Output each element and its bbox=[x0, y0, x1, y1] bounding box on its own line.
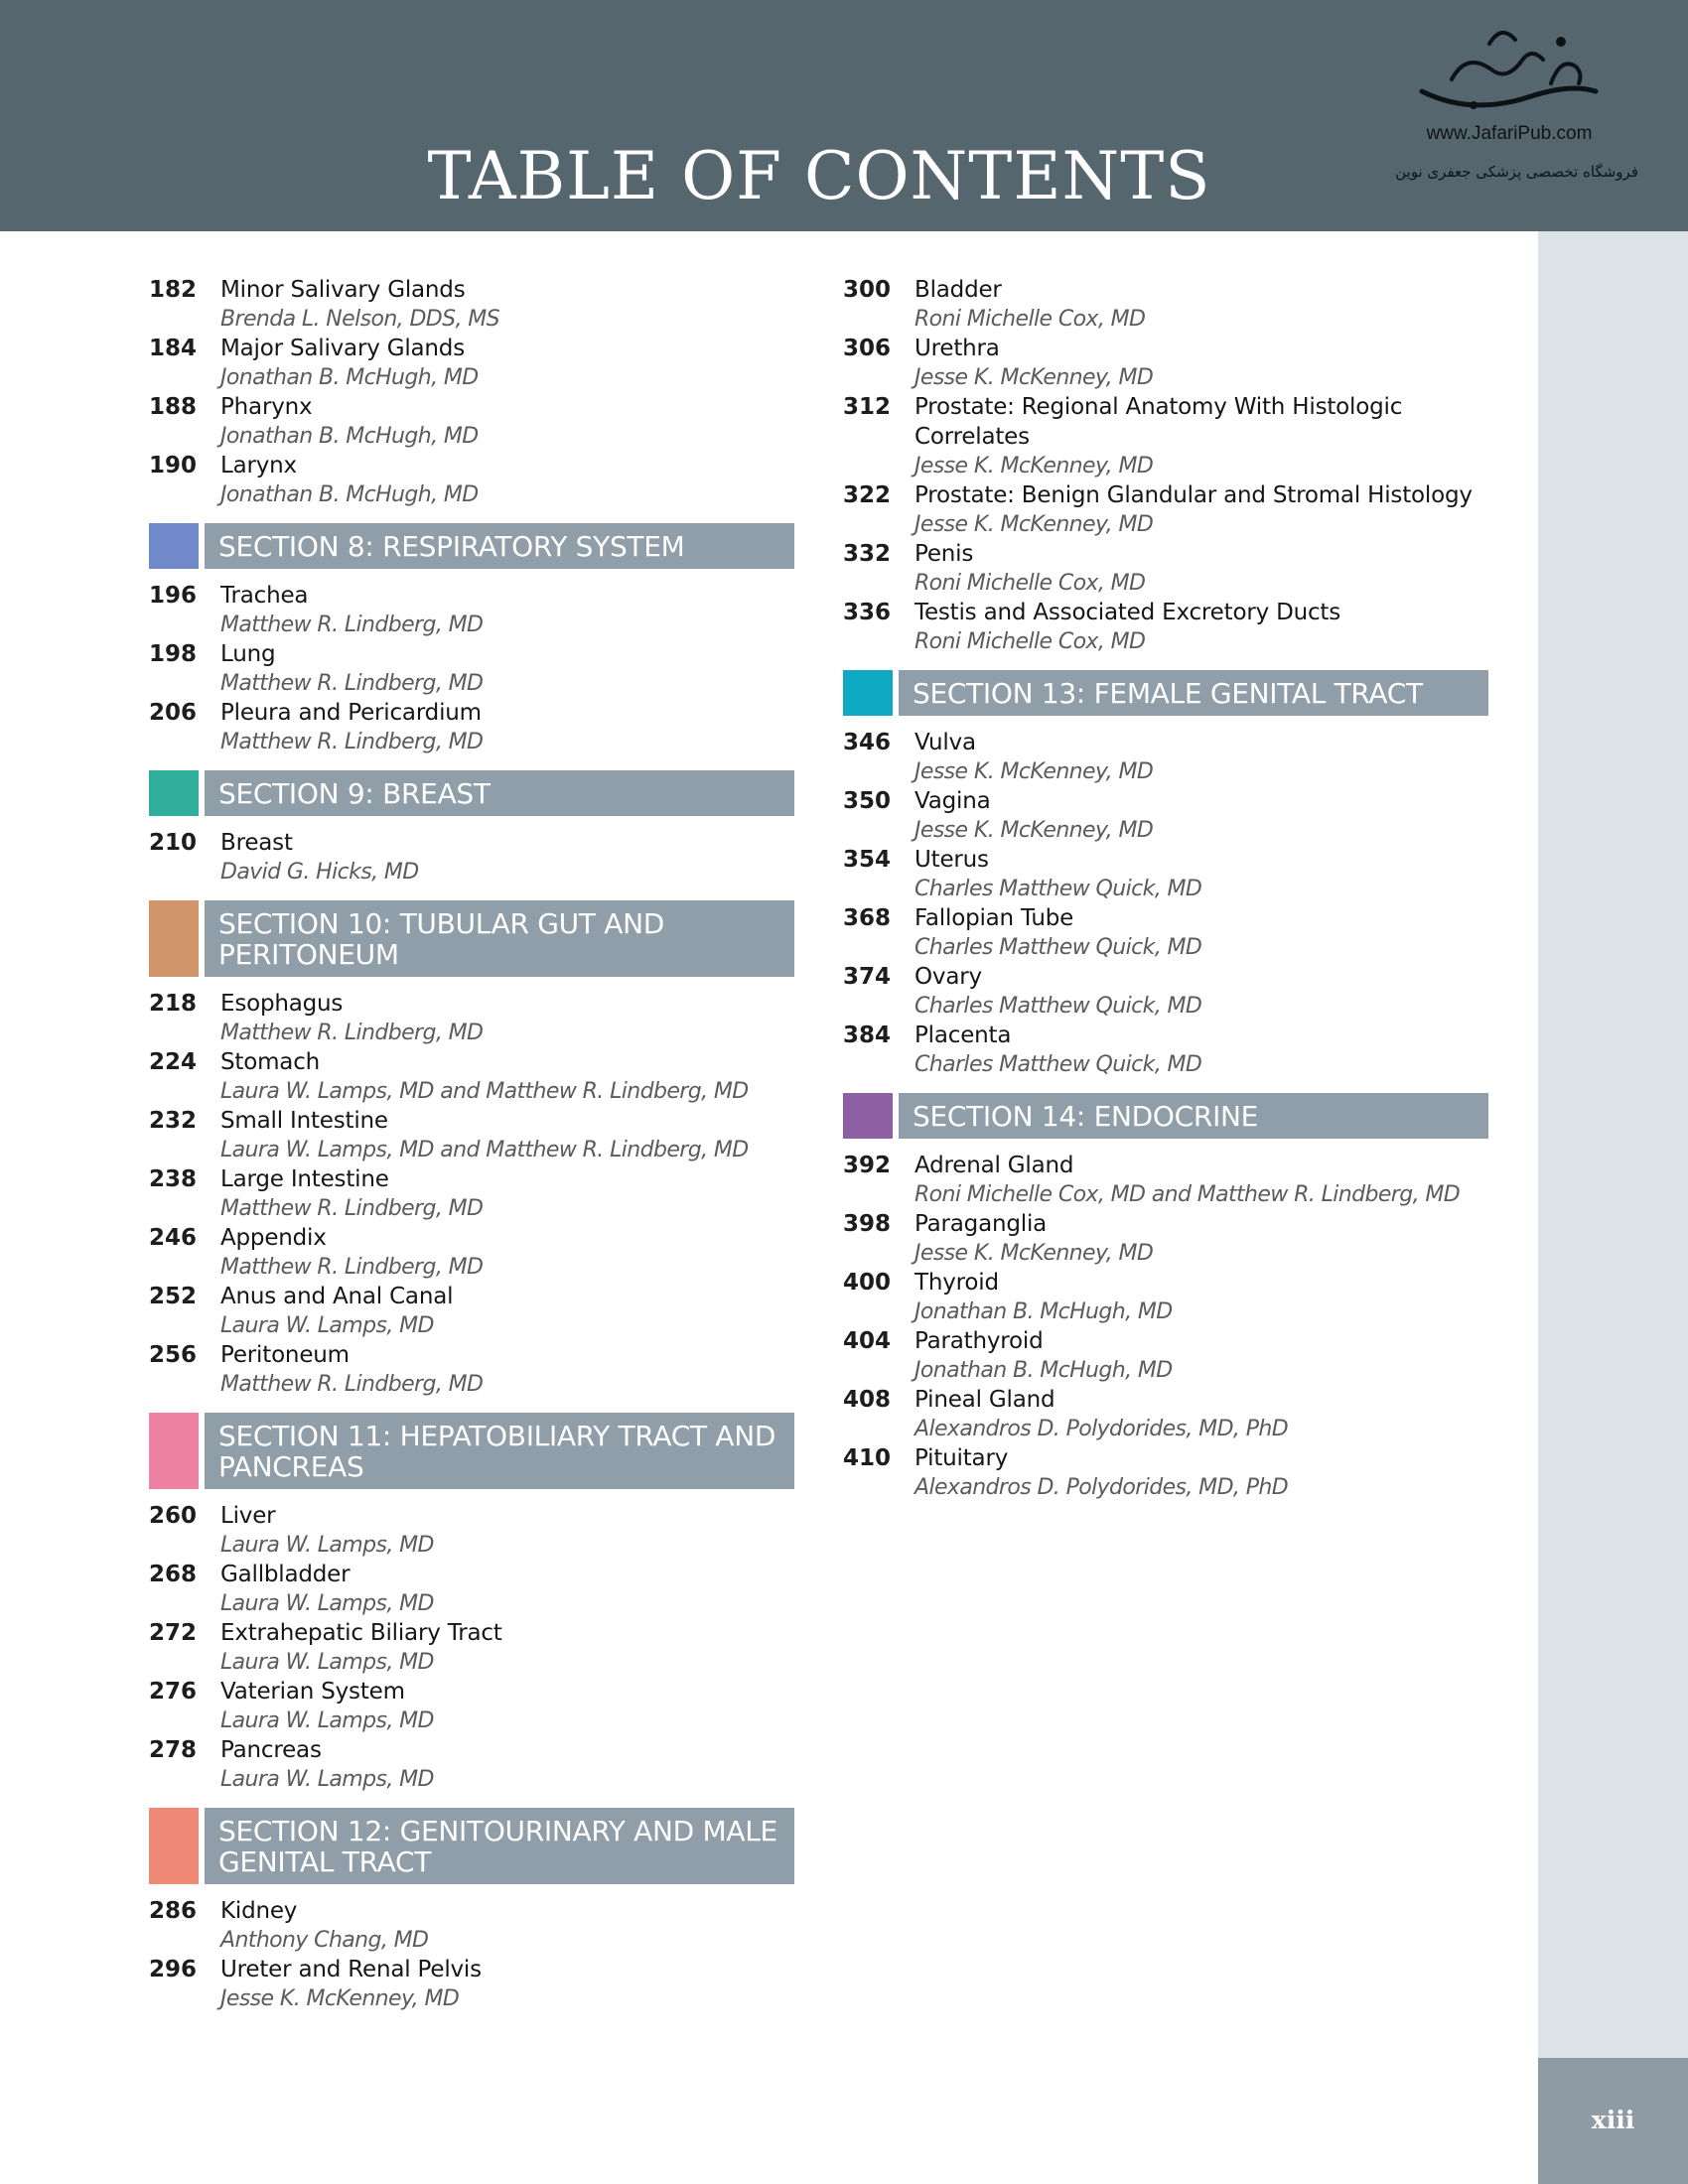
entry-author: Jonathan B. McHugh, MD bbox=[220, 482, 479, 507]
entry-author: Anthony Chang, MD bbox=[220, 1928, 429, 1953]
entry-author: Laura W. Lamps, MD bbox=[220, 1708, 434, 1733]
section-title: SECTION 12: GENITOURINARY AND MALE GENITAL TRACT bbox=[205, 1808, 794, 1884]
page-number: xiii bbox=[1591, 2106, 1635, 2134]
entry-page-number: 350 bbox=[843, 788, 892, 814]
entry-title: Ureter and Renal Pelvis bbox=[220, 1957, 482, 1982]
entry-author: Brenda L. Nelson, DDS, MS bbox=[220, 307, 500, 332]
toc-entry[interactable] bbox=[843, 845, 1488, 903]
entry-author: David G. Hicks, MD bbox=[220, 860, 419, 885]
section-header[interactable] bbox=[843, 670, 1488, 716]
entry-page-number: 190 bbox=[149, 453, 198, 478]
toc-entry[interactable] bbox=[843, 539, 1488, 598]
toc-entry[interactable] bbox=[149, 1618, 794, 1677]
entry-page-number: 196 bbox=[149, 583, 198, 609]
entry-page-number: 218 bbox=[149, 991, 198, 1017]
entry-page-number: 278 bbox=[149, 1737, 198, 1763]
section-header[interactable] bbox=[149, 900, 794, 977]
entry-author: Laura W. Lamps, MD bbox=[220, 1767, 434, 1792]
entry-title: Prostate: Regional Anatomy With Histologic Correlates bbox=[914, 394, 1403, 450]
entry-title: Pituitary bbox=[914, 1445, 1009, 1471]
entry-page-number: 188 bbox=[149, 394, 198, 420]
entry-author: Jonathan B. McHugh, MD bbox=[914, 1299, 1173, 1324]
section-title: SECTION 14: ENDOCRINE bbox=[899, 1093, 1488, 1139]
entry-title: Penis bbox=[914, 541, 974, 567]
entry-author: Matthew R. Lindberg, MD bbox=[220, 613, 484, 637]
entry-page-number: 410 bbox=[843, 1445, 892, 1471]
section-title: SECTION 13: FEMALE GENITAL TRACT bbox=[899, 670, 1488, 716]
entry-author: Laura W. Lamps, MD and Matthew R. Lindberg, MD bbox=[220, 1138, 749, 1162]
section-title: SECTION 11: HEPATOBILIARY TRACT AND PANCREAS bbox=[205, 1413, 794, 1489]
section-title: SECTION 8: RESPIRATORY SYSTEM bbox=[205, 523, 794, 569]
entry-author: Roni Michelle Cox, MD bbox=[914, 307, 1146, 332]
entry-page-number: 252 bbox=[149, 1284, 198, 1309]
toc-entry[interactable] bbox=[843, 786, 1488, 845]
entry-page-number: 398 bbox=[843, 1211, 892, 1237]
entry-author: Jonathan B. McHugh, MD bbox=[220, 424, 479, 449]
entry-author: Jesse K. McKenney, MD bbox=[914, 454, 1154, 478]
section-header[interactable] bbox=[149, 1808, 794, 1884]
entry-author: Alexandros D. Polydorides, MD, PhD bbox=[914, 1417, 1289, 1441]
entry-page-number: 354 bbox=[843, 847, 892, 873]
entry-title: Large Intestine bbox=[220, 1166, 389, 1192]
section-title: SECTION 10: TUBULAR GUT AND PERITONEUM bbox=[205, 900, 794, 977]
entry-title: Small Intestine bbox=[220, 1108, 388, 1134]
entry-page-number: 384 bbox=[843, 1023, 892, 1048]
logo-url[interactable]: www.JafariPub.com bbox=[1426, 123, 1593, 144]
entry-page-number: 206 bbox=[149, 700, 198, 726]
entry-author: Charles Matthew Quick, MD bbox=[914, 1052, 1202, 1077]
entry-author: Matthew R. Lindberg, MD bbox=[220, 1021, 484, 1045]
entry-page-number: 286 bbox=[149, 1898, 198, 1924]
entry-title: Testis and Associated Excretory Ducts bbox=[914, 600, 1341, 625]
entry-author: Jesse K. McKenney, MD bbox=[914, 512, 1154, 537]
entry-page-number: 260 bbox=[149, 1503, 198, 1529]
entry-title: Breast bbox=[220, 830, 293, 856]
entry-page-number: 408 bbox=[843, 1387, 892, 1413]
entry-page-number: 368 bbox=[843, 905, 892, 931]
toc-entry[interactable] bbox=[149, 1282, 794, 1340]
entry-title: Major Salivary Glands bbox=[220, 336, 465, 361]
entry-title: Trachea bbox=[220, 583, 309, 609]
right-margin-band bbox=[1538, 231, 1688, 2058]
toc-entry[interactable] bbox=[149, 1164, 794, 1223]
section-header[interactable] bbox=[149, 770, 794, 816]
toc-entry[interactable] bbox=[149, 1560, 794, 1618]
entry-title: Vulva bbox=[914, 730, 976, 755]
entry-page-number: 210 bbox=[149, 830, 198, 856]
toc-entry[interactable] bbox=[149, 1677, 794, 1735]
entry-page-number: 322 bbox=[843, 482, 892, 508]
toc-entry[interactable] bbox=[843, 392, 1488, 480]
toc-entry[interactable] bbox=[149, 392, 794, 451]
entry-title: Peritoneum bbox=[220, 1342, 350, 1368]
entry-page-number: 312 bbox=[843, 394, 892, 420]
entry-author: Laura W. Lamps, MD bbox=[220, 1591, 434, 1616]
entry-title: Pancreas bbox=[220, 1737, 322, 1763]
entry-page-number: 400 bbox=[843, 1270, 892, 1296]
entry-page-number: 272 bbox=[149, 1620, 198, 1646]
entry-author: Jesse K. McKenney, MD bbox=[914, 759, 1154, 784]
entry-title: Thyroid bbox=[914, 1270, 999, 1296]
toc-entry[interactable] bbox=[843, 1385, 1488, 1443]
toc-entry[interactable] bbox=[843, 1151, 1488, 1209]
entry-title: Adrenal Gland bbox=[914, 1153, 1074, 1178]
page-title: TABLE OF CONTENTS bbox=[427, 138, 1211, 214]
entry-author: Laura W. Lamps, MD bbox=[220, 1533, 434, 1558]
entry-author: Matthew R. Lindberg, MD bbox=[220, 1196, 484, 1221]
entry-title: Larynx bbox=[220, 453, 297, 478]
section-header[interactable] bbox=[843, 1093, 1488, 1139]
entry-title: Kidney bbox=[220, 1898, 298, 1924]
toc-entry[interactable] bbox=[149, 334, 794, 392]
entry-title: Lung bbox=[220, 641, 276, 667]
entry-title: Pleura and Pericardium bbox=[220, 700, 482, 726]
entry-page-number: 184 bbox=[149, 336, 198, 361]
entry-title: Prostate: Benign Glandular and Stromal Histology bbox=[914, 482, 1473, 508]
entry-title: Stomach bbox=[220, 1049, 321, 1075]
toc-entry[interactable] bbox=[149, 1955, 794, 2013]
entry-author: Roni Michelle Cox, MD bbox=[914, 571, 1146, 596]
toc-entry[interactable] bbox=[843, 903, 1488, 962]
section-header[interactable] bbox=[149, 523, 794, 569]
entry-page-number: 276 bbox=[149, 1679, 198, 1705]
entry-author: Matthew R. Lindberg, MD bbox=[220, 671, 484, 696]
toc-entry[interactable] bbox=[843, 1209, 1488, 1268]
section-header[interactable] bbox=[149, 1413, 794, 1489]
entry-author: Charles Matthew Quick, MD bbox=[914, 877, 1202, 901]
toc-entry[interactable] bbox=[149, 1223, 794, 1282]
entry-page-number: 296 bbox=[149, 1957, 198, 1982]
entry-page-number: 374 bbox=[843, 964, 892, 990]
entry-page-number: 306 bbox=[843, 336, 892, 361]
entry-author: Charles Matthew Quick, MD bbox=[914, 935, 1202, 960]
toc-entry[interactable] bbox=[149, 989, 794, 1047]
entry-title: Fallopian Tube bbox=[914, 905, 1074, 931]
toc-entry[interactable] bbox=[843, 1268, 1488, 1326]
entry-author: Jonathan B. McHugh, MD bbox=[914, 1358, 1173, 1383]
entry-title: Liver bbox=[220, 1503, 276, 1529]
toc-entry[interactable] bbox=[149, 1047, 794, 1106]
toc-entry[interactable] bbox=[149, 581, 794, 639]
entry-title: Paraganglia bbox=[914, 1211, 1048, 1237]
entry-page-number: 232 bbox=[149, 1108, 198, 1134]
toc-entry[interactable] bbox=[843, 1021, 1488, 1079]
entry-page-number: 336 bbox=[843, 600, 892, 625]
entry-page-number: 256 bbox=[149, 1342, 198, 1368]
entry-title: Pineal Gland bbox=[914, 1387, 1055, 1413]
toc-entry[interactable] bbox=[149, 1106, 794, 1164]
toc-entry[interactable] bbox=[843, 275, 1488, 334]
entry-author: Jesse K. McKenney, MD bbox=[914, 818, 1154, 843]
toc-entry[interactable] bbox=[843, 334, 1488, 392]
entry-title: Anus and Anal Canal bbox=[220, 1284, 454, 1309]
entry-title: Vaterian System bbox=[220, 1679, 405, 1705]
toc-entry[interactable] bbox=[149, 451, 794, 509]
page-number-tab bbox=[1538, 2058, 1688, 2184]
section-color-swatch bbox=[149, 523, 199, 569]
section-title: SECTION 9: BREAST bbox=[205, 770, 794, 816]
entry-title: Vagina bbox=[914, 788, 991, 814]
entry-page-number: 246 bbox=[149, 1225, 198, 1251]
entry-page-number: 392 bbox=[843, 1153, 892, 1178]
entry-page-number: 268 bbox=[149, 1562, 198, 1587]
entry-author: Roni Michelle Cox, MD bbox=[914, 629, 1146, 654]
toc-entry[interactable] bbox=[149, 1896, 794, 1955]
entry-page-number: 332 bbox=[843, 541, 892, 567]
entry-author: Jesse K. McKenney, MD bbox=[914, 365, 1154, 390]
entry-title: Minor Salivary Glands bbox=[220, 277, 466, 303]
toc-entry[interactable] bbox=[843, 728, 1488, 786]
toc-entry[interactable] bbox=[843, 480, 1488, 539]
toc-entry[interactable] bbox=[149, 639, 794, 698]
toc-entry[interactable] bbox=[843, 598, 1488, 656]
entry-title: Gallbladder bbox=[220, 1562, 351, 1587]
entry-title: Esophagus bbox=[220, 991, 344, 1017]
entry-title: Uterus bbox=[914, 847, 989, 873]
toc-entry[interactable] bbox=[149, 828, 794, 887]
entry-author: Laura W. Lamps, MD bbox=[220, 1650, 434, 1675]
entry-author: Laura W. Lamps, MD bbox=[220, 1313, 434, 1338]
entry-page-number: 238 bbox=[149, 1166, 198, 1192]
toc-entry[interactable] bbox=[843, 962, 1488, 1021]
toc-entry[interactable] bbox=[149, 1735, 794, 1794]
left-column bbox=[149, 275, 794, 2013]
toc-entry[interactable] bbox=[843, 1326, 1488, 1385]
entry-page-number: 404 bbox=[843, 1328, 892, 1354]
page-header bbox=[0, 0, 1688, 231]
right-column bbox=[843, 275, 1488, 1502]
entry-page-number: 198 bbox=[149, 641, 198, 667]
toc-entry[interactable] bbox=[149, 275, 794, 334]
entry-page-number: 300 bbox=[843, 277, 892, 303]
toc-entry[interactable] bbox=[843, 1443, 1488, 1502]
entry-author: Charles Matthew Quick, MD bbox=[914, 994, 1202, 1019]
entry-page-number: 182 bbox=[149, 277, 198, 303]
entry-author: Jesse K. McKenney, MD bbox=[220, 1986, 460, 2011]
entry-title: Ovary bbox=[914, 964, 982, 990]
logo-tagline: فروشگاه تخصصی پزشکی جعفری نوین bbox=[1395, 163, 1638, 181]
entry-title: Appendix bbox=[220, 1225, 327, 1251]
section-color-swatch bbox=[149, 1808, 199, 1884]
entry-title: Pharynx bbox=[220, 394, 313, 420]
section-color-swatch bbox=[149, 900, 199, 977]
entry-author: Alexandros D. Polydorides, MD, PhD bbox=[914, 1475, 1289, 1500]
entry-author: Jonathan B. McHugh, MD bbox=[220, 365, 479, 390]
entry-author: Matthew R. Lindberg, MD bbox=[220, 1372, 484, 1397]
section-color-swatch bbox=[843, 1093, 893, 1139]
entry-author: Matthew R. Lindberg, MD bbox=[220, 1255, 484, 1280]
calligraphy-logo-icon bbox=[1412, 22, 1611, 121]
entry-title: Placenta bbox=[914, 1023, 1012, 1048]
section-color-swatch bbox=[149, 770, 199, 816]
section-color-swatch bbox=[843, 670, 893, 716]
section-color-swatch bbox=[149, 1413, 199, 1489]
toc-entry[interactable] bbox=[149, 1340, 794, 1399]
entry-title: Bladder bbox=[914, 277, 1002, 303]
entry-author: Matthew R. Lindberg, MD bbox=[220, 730, 484, 754]
entry-author: Laura W. Lamps, MD and Matthew R. Lindberg, MD bbox=[220, 1079, 749, 1104]
entry-author: Jesse K. McKenney, MD bbox=[914, 1241, 1154, 1266]
entry-title: Extrahepatic Biliary Tract bbox=[220, 1620, 502, 1646]
entry-page-number: 346 bbox=[843, 730, 892, 755]
toc-entry[interactable] bbox=[149, 1501, 794, 1560]
toc-entry[interactable] bbox=[149, 698, 794, 756]
entry-title: Parathyroid bbox=[914, 1328, 1044, 1354]
entry-title: Urethra bbox=[914, 336, 1000, 361]
entry-page-number: 224 bbox=[149, 1049, 198, 1075]
entry-author: Roni Michelle Cox, MD and Matthew R. Lindberg, MD bbox=[914, 1182, 1461, 1207]
